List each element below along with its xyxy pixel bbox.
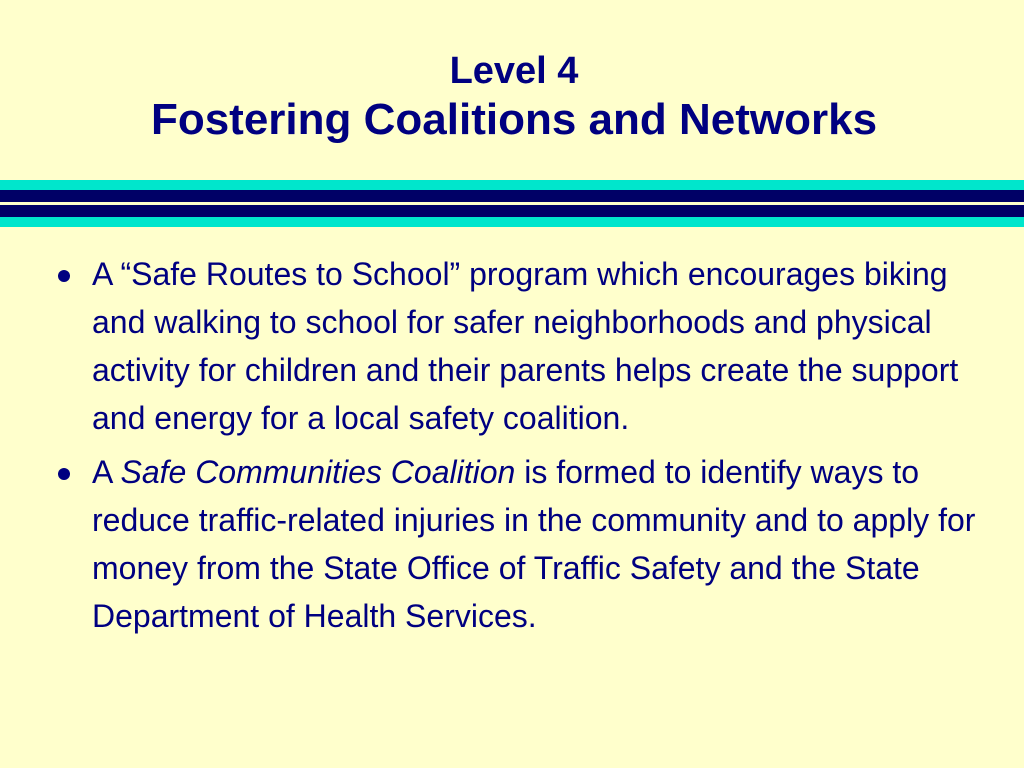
bullet-text: A “Safe Routes to School” program which encourages biking and walking to school for safer neighborhoods and physical activity for children and their parents helps create the support and energy for a local safety coalition. [92, 256, 959, 436]
stripe-navy-1 [0, 190, 1024, 202]
bullet-text-emphasis: Safe Communities Coalition [120, 454, 516, 490]
slide-title [0, 48, 1024, 146]
stripe-teal-top [0, 180, 1024, 190]
bullet-text-prefix: A [92, 454, 121, 490]
stripe-teal-bottom [0, 217, 1024, 227]
title-divider-stripes [0, 180, 1024, 227]
bullet-dot-icon [58, 468, 70, 480]
stripe-navy-2 [0, 205, 1024, 217]
bullet-list [58, 250, 988, 646]
title-level: Level 4 [449, 50, 579, 92]
bullet-item-safe-routes [58, 250, 988, 442]
bullet-text-suffix: is formed to identify ways to reduce traffic-related injuries in the community and to apply for money from the State Office of Traffic Safety and the State Department of Health Services. [92, 454, 976, 634]
bullet-dot-icon [58, 270, 70, 282]
bullet-item-safe-communities [58, 448, 988, 640]
title-heading: Fostering Coalitions and Networks [150, 95, 878, 144]
